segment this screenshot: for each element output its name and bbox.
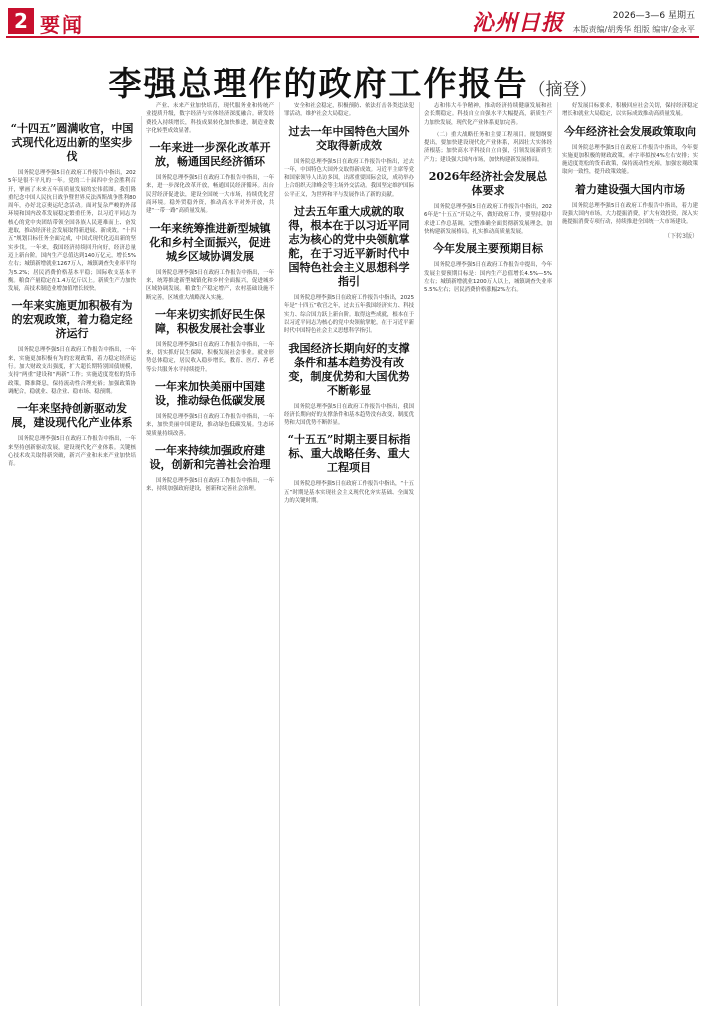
paragraph: 国务院总理李强5日在政府工作报告中指出，我国经济长期向好的支撑条件和基本趋势没有改变，制度优势和大国优势不断彰显。 [284,403,414,427]
paragraph: 国务院总理李强5日在政府工作报告中指出，一年来，统筹推进新型城镇化和乡村全面振兴，促进城乡区域协调发展。粮食生产稳定增产，农村基础设施不断完善，区域重大战略深入实施。 [146,269,274,301]
paragraph: 国务院总理李强5日在政府工作报告中指出，2025年是很不平凡的一年。党的二十届四中全会胜利召开，擘画了未来五年高质量发展的宏伟蓝图。我们隆重纪念中国人民抗日战争暨世界反法西斯战争胜利80周年，办好北京奥运纪念活动。面对复杂严峻的外部环境和国内改革发展稳定繁重任务，以习近平同志为核心的党中央团结带领全国各族人民迎难而上、奋发进取，推动经济社会发展取得新进展、新成效。“十四五”规划目标任务全面完成，中国式现代化迈出新的坚实步伐。一年来，我国经济持续回升向好，经济总量迈上新台阶。国内生产总值达到140万亿元，增长5%左右；城镇新增就业1267万人，城镇调查失业率平均为5.2%；居民消费价格基本平稳；国际收支基本平衡。粮食产量稳定在1.4万亿斤以上。新质生产力加快发展，高技术制造业增加值增长较快。 [8,170,136,293]
subheading: 今年发展主要预期目标 [433,242,543,256]
subheading: 着力建设强大国内市场 [575,182,685,196]
column-5 [562,102,698,1006]
column-2 [146,102,274,1006]
paragraph: 国务院总理李强5日在政府工作报告中指出，一年来，持续加强政府建设，创新和完善社会治理。 [146,477,274,493]
subheading: 一年来持续加强政府建设，创新和完善社会治理 [149,443,271,471]
paragraph: 国务院总理李强5日在政府工作报告中指出，2025年是“十四五”收官之年，过去五年我国经济实力、科技实力、综合国力跃上新台阶。取得这些成就，根本在于以习近平同志为核心的党中央领航掌舵，在于习近平新时代中国特色社会主义思想科学指引。 [284,295,414,335]
column-3 [284,102,414,1006]
subheading: 今年经济社会发展政策取向 [564,124,696,138]
article-block [284,205,414,335]
article-block [146,222,274,302]
column-divider [279,102,280,1006]
paragraph: 国务院总理李强5日在政府工作报告中指出，着力建设强大国内市场，大力提振消费，扩大有效投资，深入实施提振消费专项行动，持续推进全国统一大市场建设。 [562,202,698,226]
column-divider [141,116,142,1006]
paragraph: （二）重大战略任务和主要工程项目。规划纲要提出，要加快建设现代化产业体系，巩固壮大实体经济根基；加快高水平科技自立自强，引领发展新质生产力；建设强大国内市场，加快构建新发展格局。 [424,131,552,163]
subheading: 一年来实施更加积极有为的宏观政策，着力稳定经济运行 [11,299,133,341]
paragraph: 国务院总理李强5日在政府工作报告中提出，今年发展主要预期目标是：国内生产总值增长4.5%—5%左右；城镇新增就业1200万人以上，城镇调查失业率5.5%左右；居民消费价格涨幅2%左右。 [424,262,552,294]
subheading: 一年来加快美丽中国建设，推动绿色低碳发展 [155,380,265,408]
headline-title: 李强总理作的政府工作报告 [108,64,529,103]
subheading: 一年来切实抓好民生保障，积极发展社会事业 [155,307,265,335]
article-block [146,102,274,135]
column-divider [557,102,558,1006]
paragraph: 国务院总理李强5日在政府工作报告中指出，今年要实施更加积极的财政政策，赤字率拟按4%左右安排；实施适度宽松的货币政策，保持流动性充裕，加强宏观政策取向一致性，提升政策效能。 [562,144,698,176]
column-1 [8,116,136,1006]
paragraph: 国务院总理李强5日在政府工作报告中指出，一年来，加快美丽中国建设，推动绿色低碳发展。生态环境质量持续改善。 [146,414,274,437]
paragraph: 国务院总理李强5日在政府工作报告中指出，过去一年，中国特色大国外交取得新成效。习近平主席等党和国家领导人出访多国，出席重要国际会议，成功举办上合组织天津峰会等主场外交活动。我国坚定维护国际公平正义，为世界和平与发展作出了新的贡献。 [284,158,414,198]
paragraph: 国务院总理李强5日在政府工作报告中指出，2026年是“十五五”开局之年，做好政府工作，要坚持稳中求进工作总基调，完整准确全面贯彻新发展理念，加快构建新发展格局，扎实推动高质量发展。 [424,204,552,235]
paragraph: 国务院总理李强5日在政府工作报告中指出，一年来，实施更加积极有为的宏观政策，着力稳定经济运行。加大财政支出强度，扩大超长期特别国债规模，支持“两重”建设和“两新”工作；实施适度宽松的货币政策，降准降息，保持流动性合理充裕；加强政策协调配合，稳就业、稳企业、稳市场、稳预期。 [8,347,136,395]
article-block [562,125,698,177]
column-divider [419,102,420,1006]
article-block [146,380,274,438]
section-name: 要闻 [40,13,84,37]
headline-subtitle: （摘登） [528,80,597,100]
article-block [562,183,698,227]
subheading: “十四五”圆满收官，中国式现代化迈出新的坚实步伐 [10,122,134,163]
article-block [284,433,414,505]
paragraph: 国务院总理李强5日在政府工作报告中指出，“十五五”时期是基本实现社会主义现代化夯实基础、全面发力的关键时期。 [284,481,414,505]
masthead [6,4,699,38]
editor-credits: 本版责编/胡秀华 组版 编审/金永平 [572,25,695,34]
subheading: “十五五”时期主要目标指标、重大战略任务、重大工程项目 [287,433,411,475]
subheading: 一年来进一步深化改革开放，畅通国民经济循环 [149,141,271,169]
subheading: 过去一年中国特色大国外交取得新成效 [288,124,410,152]
paragraph: 好发展目标要求，积极回应社会关切，保持经济稳定增长和就业大局稳定，以实际成效推动高质量发展。 [562,103,698,118]
newspaper-logo: 沁州日报 [472,10,565,36]
paragraph: 安全和社会稳定，积极预防、依法打击各类违法犯罪活动，维护社会大局稳定。 [284,103,414,118]
article-block [424,102,552,127]
article-block [146,308,274,374]
issue-date: 2026—3—6 星期五 [612,11,695,21]
paragraph: 国务院总理李强5日在政府工作报告中指出，一年来，进一步深化改革开放，畅通国民经济循环。出台民营经济促进法，建设全国统一大市场，持续优化营商环境。稳外贸稳外资，推动高水平对外开放，共建“一带一路”高质量发展。 [146,175,274,215]
article-block [424,170,552,236]
subheading: 过去五年重大成就的取得，根本在于以习近平同志为核心的党中央领航掌舵，在于习近平新时代中国特色社会主义思想科学指引 [288,205,410,289]
article-block [284,125,414,199]
article-block [8,122,136,293]
column-4 [424,102,552,1006]
paragraph: 国务院总理李强5日在政府工作报告中指出，一年来，切实抓好民生保障，积极发展社会事业。就业形势总体稳定，居民收入稳步增长，教育、医疗、养老等公共服务水平持续提升。 [146,341,274,373]
paragraph: 产业、未来产业加快培育，现代服务业和传统产业提质升级，数字经济与实体经济深度融合。研发经费投入持续增长，科技成果转化加快推进，制造业数字化转型成效显著。 [146,103,274,134]
paragraph: 国务院总理李强5日在政府工作报告中指出，一年来坚持创新驱动发展，建设现代化产业体系。关键核心技术攻关取得新突破，新兴产业和未来产业加快培育。 [8,436,136,468]
article-block [146,141,274,215]
page-number-badge: 2 [8,8,34,34]
subheading: 一年来坚持创新驱动发展，建设现代化产业体系 [11,402,133,430]
article-block [424,131,552,164]
subheading: 一年来统筹推进新型城镇化和乡村全面振兴，促进城乡区域协调发展 [149,221,271,263]
subheading: 2026年经济社会发展总体要求 [428,170,548,198]
article-block [284,342,414,428]
article-block [146,444,274,494]
paragraph: 志和伟大斗争精神，推动经济持续健康发展和社会长期稳定。科技自立自强水平大幅提高，新质生产力加快发展，现代化产业体系更加完善。 [424,103,552,126]
subheading: 我国经济长期向好的支撑条件和基本趋势没有改变，制度优势和大国优势不断彰显 [288,341,410,397]
article-block [284,102,414,119]
article-block [8,402,136,468]
continued-note: （下转3版） [664,232,698,240]
article-block [8,299,136,396]
article-block [562,102,698,119]
article-block [424,242,552,294]
headline [0,58,705,105]
